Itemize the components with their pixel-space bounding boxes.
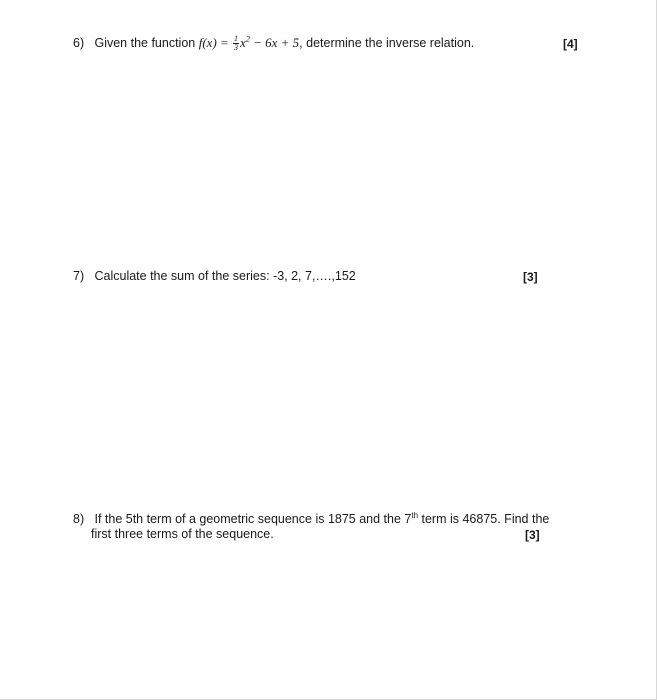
marks-badge: [3]: [525, 528, 540, 542]
exponent: 2: [245, 34, 250, 44]
question-text: Calculate the sum of the series: -3, 2, 7,….,152: [94, 269, 356, 283]
question-text-line1-end: term is 46875. Find the: [418, 512, 550, 526]
fraction: [233, 35, 239, 52]
marks-badge: [4]: [563, 37, 578, 51]
question-7: [73, 269, 356, 284]
question-8-line2: [73, 527, 274, 542]
question-text-line1: If the 5th term of a geometric sequence is 1875 and the 7: [94, 512, 412, 526]
question-number: 6): [73, 36, 85, 50]
ordinal-suffix: th: [411, 510, 419, 520]
question-6: [73, 35, 474, 53]
fraction-denominator: 3: [234, 42, 239, 52]
question-text: Given the function: [94, 36, 196, 50]
function-expression: [199, 35, 299, 50]
question-number: 7): [73, 269, 85, 283]
question-text-line2: first three terms of the sequence.: [91, 527, 274, 541]
question-number: 8): [73, 512, 85, 526]
function-tail: − 6x + 5: [249, 35, 300, 50]
fraction-numerator: 1: [234, 33, 239, 43]
variable: x: [240, 35, 246, 50]
question-text-after: determine the inverse relation.: [302, 36, 475, 50]
marks-badge: [3]: [523, 270, 538, 284]
question-8: [73, 512, 549, 527]
comma: ,: [299, 36, 303, 50]
function-lhs: f(x) =: [198, 35, 233, 50]
